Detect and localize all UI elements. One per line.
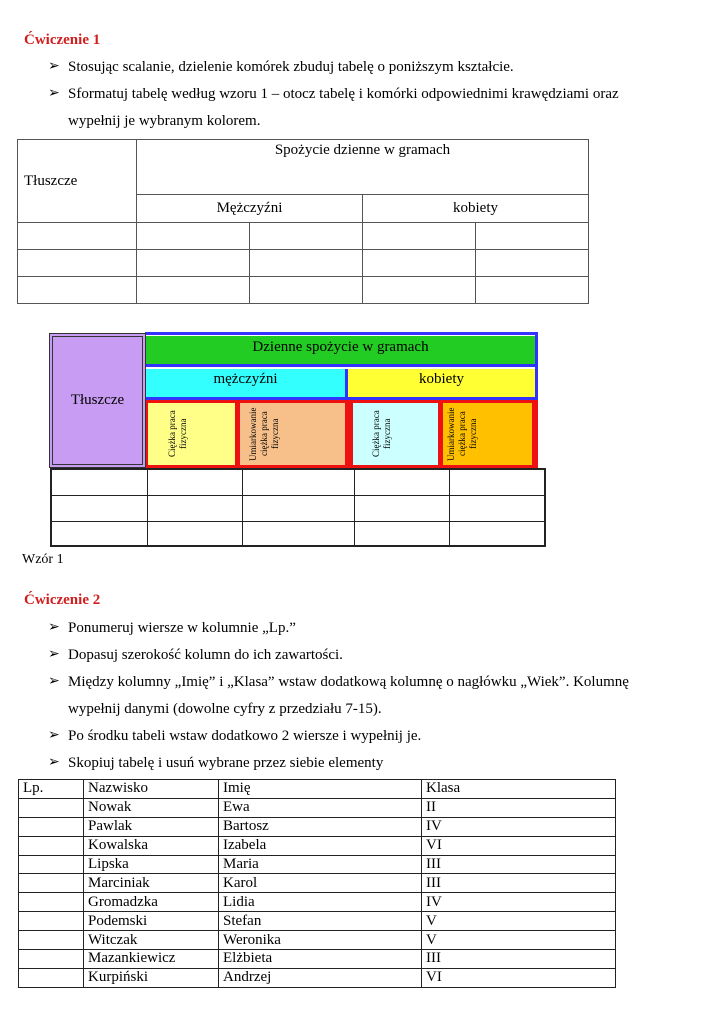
table-cell[interactable] (450, 469, 546, 495)
arrow-bullet-icon: ➢ (48, 728, 60, 743)
header-imie: Imię (219, 780, 422, 799)
pattern-sub-3: Ciężka praca fizyczna (353, 403, 438, 465)
header-nazwisko: Nazwisko (84, 780, 219, 799)
exercise2-heading: Ćwiczenie 2 (24, 592, 101, 608)
ex1-bullet-1: Stosując scalanie, dzielenie komórek zbuduj tabelę o poniższym kształcie. (68, 59, 514, 75)
pattern-sub-2: Umiarkowanie ciężka praca fizyczna (240, 403, 345, 465)
ex2-bullet-1: Ponumeruj wiersze w kolumnie „Lp.” (68, 620, 296, 636)
table-cell[interactable] (19, 836, 84, 855)
table-cell[interactable] (243, 495, 355, 521)
table-cell[interactable]: III (422, 855, 616, 874)
table-row (19, 912, 616, 931)
table-cell[interactable] (148, 495, 243, 521)
table-cell[interactable] (19, 855, 84, 874)
table-cell[interactable]: III (422, 950, 616, 969)
header-lp: Lp. (19, 780, 84, 799)
table-cell[interactable] (363, 250, 476, 277)
table-cell[interactable]: V (422, 931, 616, 950)
table-cell[interactable]: II (422, 798, 616, 817)
table-cell[interactable] (250, 277, 363, 304)
table-cell[interactable]: Marciniak (84, 874, 219, 893)
table-cell[interactable] (355, 521, 450, 546)
table1-top-header: Spożycie dzienne w gramach (137, 140, 589, 195)
table-cell[interactable]: Pawlak (84, 817, 219, 836)
table-cell[interactable] (148, 521, 243, 546)
table-cell[interactable] (51, 495, 148, 521)
arrow-bullet-icon: ➢ (48, 647, 60, 662)
table-cell[interactable]: Stefan (219, 912, 422, 931)
table-cell[interactable]: Kowalska (84, 836, 219, 855)
table-cell[interactable] (51, 469, 148, 495)
frame-top-line (145, 332, 538, 335)
table-cell[interactable] (476, 223, 589, 250)
pattern-caption: Wzór 1 (22, 552, 64, 567)
table-cell[interactable]: Lipska (84, 855, 219, 874)
header-klasa: Klasa (422, 780, 616, 799)
arrow-bullet-icon: ➢ (48, 59, 60, 74)
table-1 (17, 139, 589, 304)
table1-men-header: Mężczyźni (137, 195, 363, 223)
table-cell[interactable] (19, 817, 84, 836)
table-cell[interactable]: VI (422, 968, 616, 987)
table-row (19, 931, 616, 950)
table-cell[interactable] (250, 250, 363, 277)
table-cell[interactable] (18, 277, 137, 304)
table-cell[interactable] (137, 277, 250, 304)
table-cell[interactable] (250, 223, 363, 250)
table-cell[interactable]: Podemski (84, 912, 219, 931)
table-cell[interactable]: III (422, 874, 616, 893)
pattern-men-header: mężczyźni (146, 369, 348, 400)
table-cell[interactable]: Mazankiewicz (84, 950, 219, 969)
arrow-bullet-icon: ➢ (48, 674, 60, 689)
table-row (19, 950, 616, 969)
ex1-bullet-2: Sformatuj tabelę według wzoru 1 – otocz tabelę i komórki odpowiednimi krawędziami oraz (68, 86, 619, 102)
table-cell[interactable]: Maria (219, 855, 422, 874)
ex2-bullet-2: Dopasuj szerokość kolumn do ich zawartości. (68, 647, 343, 663)
exercise1-heading: Ćwiczenie 1 (24, 32, 101, 48)
table-cell[interactable]: Karol (219, 874, 422, 893)
table-cell[interactable]: V (422, 912, 616, 931)
pattern-top-header: Dzienne spożycie w gramach (146, 336, 535, 367)
table-row (19, 874, 616, 893)
table-row (19, 968, 616, 987)
table-cell[interactable] (355, 469, 450, 495)
table-cell[interactable] (148, 469, 243, 495)
arrow-bullet-icon: ➢ (48, 620, 60, 635)
table-cell[interactable]: Kurpiński (84, 968, 219, 987)
table-cell[interactable]: Lidia (219, 893, 422, 912)
table-cell[interactable]: IV (422, 817, 616, 836)
table-cell[interactable] (363, 277, 476, 304)
table-cell[interactable]: Elżbieta (219, 950, 422, 969)
table-cell[interactable]: Izabela (219, 836, 422, 855)
table-cell[interactable] (19, 798, 84, 817)
table-cell[interactable]: Weronika (219, 931, 422, 950)
table-cell[interactable] (19, 931, 84, 950)
table-cell[interactable] (476, 250, 589, 277)
table-cell[interactable] (19, 968, 84, 987)
table-row (19, 893, 616, 912)
arrow-bullet-icon: ➢ (48, 86, 60, 101)
table-row (19, 836, 616, 855)
table-cell[interactable] (363, 223, 476, 250)
table-cell[interactable]: Gromadzka (84, 893, 219, 912)
table-header-row (19, 780, 616, 799)
ex2-bullet-4: Po środku tabeli wstaw dodatkowo 2 wiersze i wypełnij je. (68, 728, 422, 744)
table-cell[interactable]: IV (422, 893, 616, 912)
table-cell[interactable] (450, 495, 546, 521)
table-cell[interactable]: Ewa (219, 798, 422, 817)
students-table (18, 779, 616, 988)
table-cell[interactable]: Bartosz (219, 817, 422, 836)
table-cell[interactable] (243, 521, 355, 546)
table-cell[interactable] (137, 250, 250, 277)
table-cell[interactable] (19, 874, 84, 893)
table1-rowhead: Tłuszcze (18, 140, 137, 223)
pattern-sub-4: Umiarkowanie ciężka praca fizyczna (443, 403, 532, 465)
table-cell[interactable]: VI (422, 836, 616, 855)
ex1-bullet-2-cont: wypełnij je wybranym kolorem. (68, 113, 261, 129)
table-cell[interactable] (19, 912, 84, 931)
ex2-bullet-3: Między kolumny „Imię” i „Klasa” wstaw dodatkową kolumnę o nagłówku „Wiek”. Kolumnę (68, 674, 629, 690)
ex2-bullet-3-cont: wypełnij danymi (dowolne cyfry z przedziału 7-15). (68, 701, 382, 717)
table-cell[interactable] (355, 495, 450, 521)
table-cell[interactable] (19, 893, 84, 912)
table-cell[interactable] (450, 521, 546, 546)
ex2-bullet-5: Skopiuj tabelę i usuń wybrane przez siebie elementy (68, 755, 384, 771)
table-cell[interactable] (19, 950, 84, 969)
table-cell[interactable] (18, 223, 137, 250)
table1-women-header: kobiety (363, 195, 589, 223)
table-row (19, 855, 616, 874)
pattern-sub-1: Ciężka praca fizyczna (148, 403, 235, 465)
table-row (19, 798, 616, 817)
table-cell[interactable] (18, 250, 137, 277)
table-cell[interactable]: Andrzej (219, 968, 422, 987)
pattern-rowhead: Tłuszcze (49, 333, 146, 468)
table-row (19, 817, 616, 836)
pattern-body (50, 468, 546, 547)
table-cell[interactable] (243, 469, 355, 495)
table-cell[interactable] (476, 277, 589, 304)
table-cell[interactable] (51, 521, 148, 546)
table-cell[interactable]: Nowak (84, 798, 219, 817)
arrow-bullet-icon: ➢ (48, 755, 60, 770)
pattern-women-header: kobiety (348, 369, 535, 400)
table-cell[interactable] (137, 223, 250, 250)
table-cell[interactable]: Witczak (84, 931, 219, 950)
